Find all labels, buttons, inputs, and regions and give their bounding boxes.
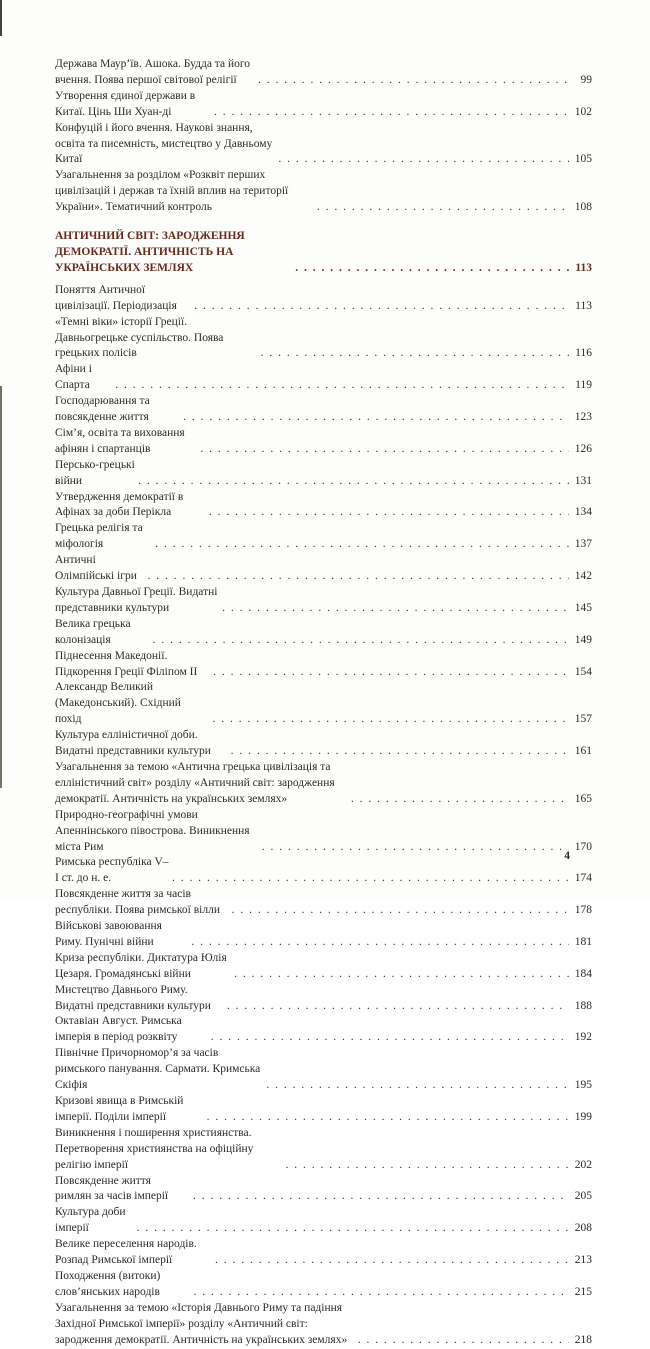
toc-entry [55,426,592,458]
toc-entry-page: 126 [574,442,592,455]
toc-entry-title: Культура доби імперії [55,1206,126,1235]
toc-entry [55,1094,592,1126]
toc-entry-page: 105 [574,153,592,166]
toc-entry-page: 192 [574,1031,592,1044]
toc-entry-title: Велике переселення народів. Розпад Римської імперії [55,1238,197,1267]
dot-leader [215,1253,569,1269]
toc-entry-title: Римська республіка V–I ст. до н. е. [55,856,169,885]
toc-entry [55,1174,592,1206]
toc-entry-page: 116 [575,347,592,360]
toc-entry-page: 113 [575,299,592,312]
toc-entry [55,951,592,983]
toc-entry-title: Античні Олімпійські ігри [55,554,137,583]
toc-entry [55,617,592,649]
dot-leader [172,871,569,887]
dot-leader [227,999,569,1015]
toc-entry [55,283,592,315]
toc-entry-title: Походження (витоки) слов’янських народів [55,1269,161,1298]
toc-entry-page: 215 [574,1285,592,1298]
page-number: 4 [564,850,570,862]
toc-entry-title: Сім’я, освіта та виховання афінян і спартанців [55,426,185,455]
dot-leader [213,665,569,681]
toc-entry-page: 213 [574,1254,592,1267]
toc-entry-title: Держава Маур’їв. Ашока. Будда та його вчення. Поява першої світової релігії [55,58,251,86]
toc-entry-title: Афіни і Спарта [55,363,92,392]
toc-entry [55,121,592,169]
toc-entry-page: 154 [574,665,592,678]
toc-entry-title: Піднесення Македонії. Підкорення Греції Філіпом II [55,649,198,678]
toc-entry-page: 149 [574,633,592,646]
toc-entry-page: 181 [574,935,592,948]
toc-entry [55,1014,592,1046]
dot-leader [266,1078,569,1094]
dot-leader [232,903,569,919]
toc-entry-title: «Темні віки» історії Греції. Давньогрецьке суспільство. Поява грецьких полісів [55,315,224,360]
toc-entry-title: Культура Давньої Греції. Видатні представники культури [55,586,218,614]
toc-section-entries [55,283,592,1349]
dot-leader [278,152,569,168]
toc-entry-page: 134 [574,506,592,519]
toc-entry-title: Криза республіки. Диктатура Юлія Цезаря. Громадянські війни [55,951,227,980]
dot-leader [207,1110,569,1126]
dot-leader [222,601,569,617]
toc-entry [55,1205,592,1237]
toc-entry-page: 108 [574,201,592,214]
toc-entry-page: 165 [574,792,592,805]
toc-entry [55,680,592,728]
toc-entry-title: Утвердження демократії в Афінах за доби Перікла [55,490,184,519]
toc-entry-page: 218 [574,1333,592,1346]
dot-leader [200,442,569,458]
toc-entry-title: Конфуцій і його вчення. Наукові знання, освіта та писемність, мистецтво у Давньому Китаї [55,121,273,166]
dot-leader [115,378,569,394]
scan-edge-artifact-middle [0,386,2,788]
toc-entry [55,315,592,363]
toc-entry-page: 188 [574,999,592,1012]
toc-entry-title: Кризові явища в Римській імперії. Поділи імперії [55,1095,184,1123]
dot-leader [261,346,569,362]
toc-entry-title: Військові завоювання Риму. Пунічні війни [55,920,162,948]
dot-leader [148,569,569,585]
toc-entry [55,553,592,585]
toc-entry [55,362,592,394]
toc-entry-title: Узагальнення за розділом «Розквіт перших цивілізацій і держав та їхній вплив на території України». Тематичний контроль [55,169,289,214]
dot-leader [153,633,569,649]
toc-entry [55,887,592,919]
toc-entry-title: Утворення єдиної держави в Китаї. Цінь Ши Хуан-ді [55,89,196,118]
toc-entry [55,919,592,951]
toc-entry-page: 202 [574,1158,592,1171]
toc-entry [55,983,592,1015]
dot-leader [209,505,569,521]
dot-leader [194,299,569,315]
dot-leader [295,261,569,277]
dot-leader [214,105,569,121]
toc-entry [55,168,592,216]
toc-entry [55,57,592,89]
dot-leader [351,792,569,808]
toc-entry [55,808,592,856]
toc-entry-title: Узагальнення за темою «Антична грецька цивілізація та елліністичний світ» розділу «Античний світ: зародження демократії. Античність на українських землях» [55,760,335,805]
toc-entry-title: Повсякденне життя римлян за часів імперії [55,1174,169,1203]
dot-leader [155,537,569,553]
toc-section-heading-title: АНТИЧНИЙ СВІТ: ЗАРОДЖЕННЯ ДЕМОКРАТІЇ. АНТИЧНІСТЬ НА УКРАЇНСЬКИХ ЗЕМЛЯХ [55,230,245,274]
toc-entry-page: 161 [574,745,592,758]
toc-entry [55,1237,592,1269]
dot-leader [183,410,569,426]
toc-entry-page: 157 [574,713,592,726]
toc-entry-title: Узагальнення за темою «Історія Давнього Риму та падіння Західної Римської імперії» розділу «Античний світ: зародження демократії. Античність на українських землях» [55,1301,348,1346]
dot-leader [317,200,569,216]
toc-entry-page: 123 [574,411,592,424]
toc-entry [55,490,592,522]
toc-entry-title: Александр Великий (Македонський). Східний похід [55,681,181,726]
scan-edge-artifact-top [0,0,2,36]
dot-leader [193,1189,569,1205]
toc-entry [55,394,592,426]
dot-leader [213,712,569,728]
dot-leader [358,1333,569,1349]
toc-entry-page: 174 [574,872,592,885]
toc-entry-page: 131 [574,474,592,487]
dot-leader [194,1285,570,1301]
toc-entry-page: 178 [574,904,592,917]
toc-entry [55,585,592,617]
toc-entry [55,855,592,887]
toc-entry-title: Природно-географічні умови Апеннінського півострова. Виникнення міста Рим [55,808,250,853]
toc-entry-title: Поняття Античної цивілізації. Періодизація [55,283,177,312]
dot-leader [191,935,569,951]
dot-leader [138,474,569,490]
toc-entry-page: 99 [580,73,592,86]
toc-entry-page: 137 [574,538,592,551]
toc-entry-page: 205 [574,1190,592,1203]
toc-entry-page: 184 [574,967,592,980]
toc-entry-page: 142 [574,570,592,583]
toc-entry-page: 145 [574,601,592,614]
dot-leader [137,1221,569,1237]
dot-leader [262,840,569,856]
dot-leader [285,1158,569,1174]
toc-entry [55,521,592,553]
toc-entry-page: 195 [574,1079,592,1092]
toc-section-heading [55,229,592,277]
toc-entry-page: 119 [575,379,592,392]
toc-entry-page: 170 [574,840,592,853]
toc-entry-title: Грецька релігія та міфологія [55,522,143,551]
toc-entry [55,1046,592,1094]
toc-previous-section-entries [55,57,592,216]
toc-entry-page: 199 [574,1110,592,1123]
toc-entry-title: Октавіан Август. Римська імперія в період розквіту [55,1015,182,1044]
toc-entry [55,89,592,121]
dot-leader [234,967,569,983]
toc-entry-page: 102 [574,105,592,118]
dot-leader [211,1030,569,1046]
toc-entry-title: Персько-грецькі війни [55,458,135,487]
dot-leader [231,744,569,760]
toc-entry [55,728,592,760]
toc-entry-title: Виникнення і поширення християнства. Перетворення християнства на офіційну релігію імперії [55,1126,254,1171]
dot-leader [258,73,569,89]
toc-entry [55,649,592,681]
toc-entry [55,458,592,490]
toc-entry [55,1301,592,1349]
toc-section-heading-page: 113 [575,261,592,274]
toc-entry-title: Культура елліністичної доби. Видатні представники культури [55,729,211,758]
toc-entry-title: Повсякденне життя за часів республіки. Поява римської вілли [55,888,220,917]
toc-entry [55,1126,592,1174]
toc-entry [55,760,592,808]
toc-entry-title: Господарювання та повсякденне життя [55,395,150,424]
toc-entry [55,1269,592,1301]
toc-entry-title: Північне Причорномор’я за часів римського панування. Сармати. Кримська Скіфія [55,1047,261,1092]
toc-entry-title: Мистецтво Давнього Риму. Видатні представники культури [55,983,211,1012]
toc-entry-page: 208 [574,1222,592,1235]
table-of-contents [55,57,592,1349]
toc-entry-title: Велика грецька колонізація [55,617,131,646]
